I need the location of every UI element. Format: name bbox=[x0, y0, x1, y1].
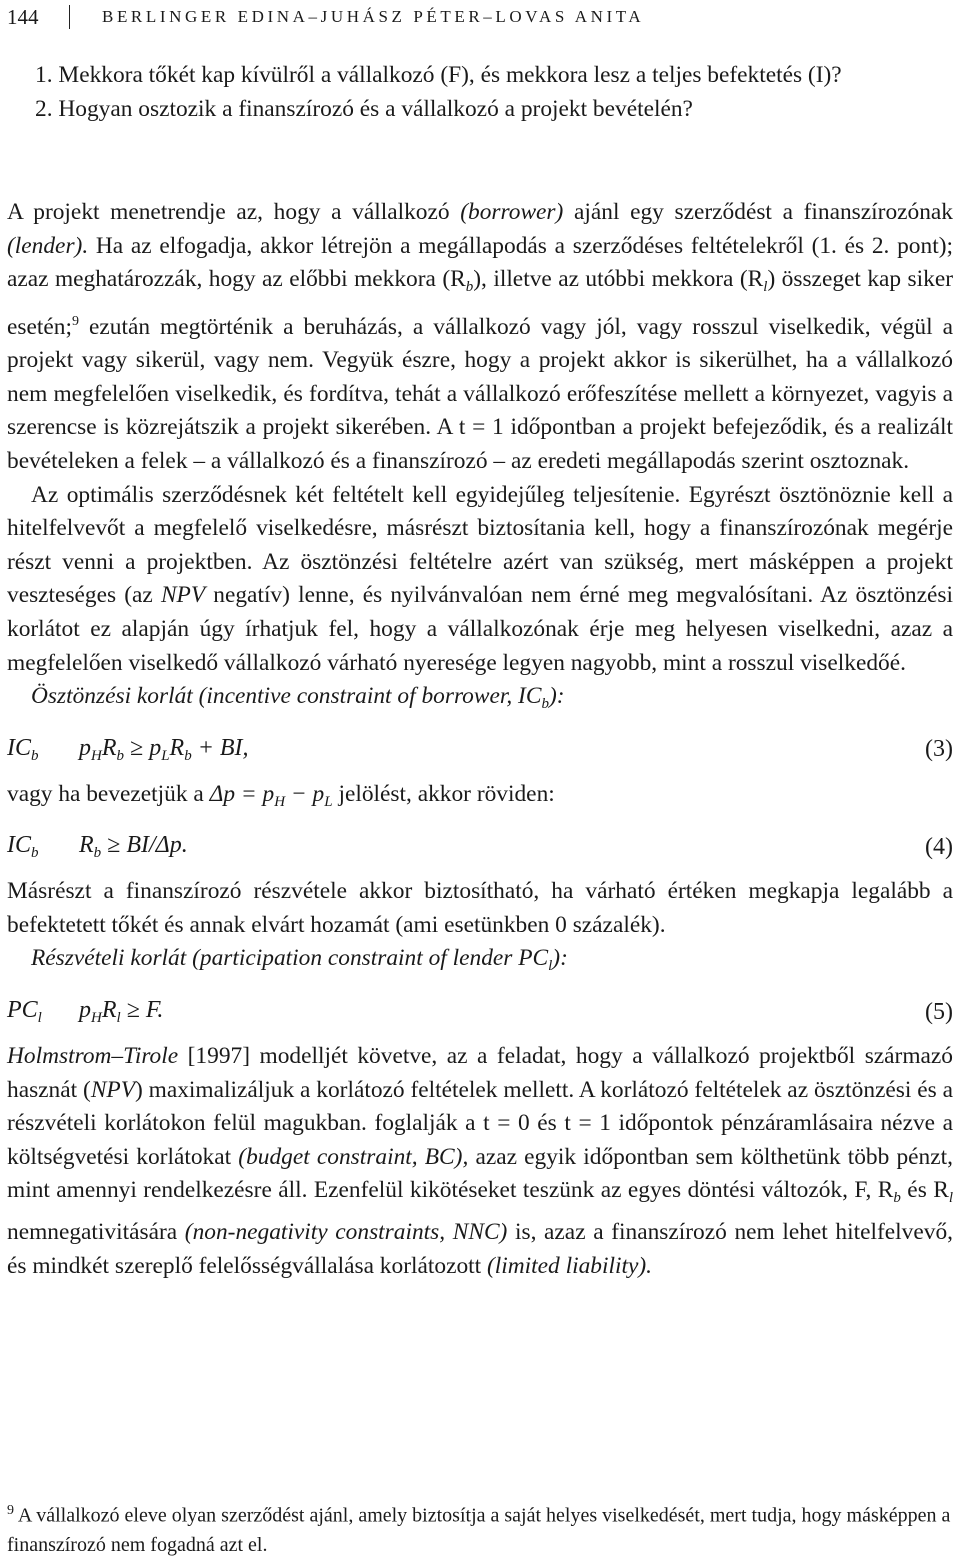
body-text bbox=[7, 196, 953, 1283]
ic-heading: Ösztönzési korlát (incentive constraint of borrower, $IC_b$): bbox=[31, 683, 565, 713]
equation-5 bbox=[7, 984, 953, 1040]
equation-expression: $p_HR_b \ge p_LR_b$ + BI, bbox=[79, 734, 249, 764]
equation-3 bbox=[7, 722, 953, 778]
equation-label: $PC_l$ bbox=[7, 997, 42, 1027]
delta-definition: vagy ha bevezetjük a $\Delta p = p_H - p_L$ jelölést, akkor röviden: bbox=[7, 780, 555, 810]
page-number: 144 bbox=[7, 4, 39, 29]
question-list bbox=[7, 59, 953, 126]
equation-expression: $R_b \ge BI/\Delta p$. bbox=[79, 832, 188, 862]
question-2: 2. Hogyan osztozik a finanszírozó és a vállalkozó a projekt bevételén? bbox=[35, 95, 693, 122]
citation-link[interactable]: Holmstrom–Tirole bbox=[7, 1043, 179, 1070]
running-title: BERLINGER EDINA–JUHÁSZ PÉTER–LOVAS ANITA bbox=[102, 7, 645, 26]
paragraph-3: Másrészt a finanszírozó részvétele akkor biztosítható, ha várható értéken megkapja legalább a befektetett tőkét és annak elvárt hozamát (ami esetünkben 0 százalék). bbox=[7, 878, 953, 938]
paragraph-1: A projekt menetrendje az, hogy a vállalkozó (borrower) ajánl egy szerződést a finanszírozónak (lender). Ha az elfogadja, akkor létrejön a megállapodás a szerződéses feltételekről (1. és 2. pont); azaz meghatározzák, hogy az előbbi mekkora $(R_b)$, illetve az utóbbi mekkora $(R_l)$ összeget kap siker esetén;$^9$ ezután megtörténik a beruházás, a vállalkozó vagy jól, vagy rosszul viselkedik, végül a projekt vagy sikerül, vagy nem. Vegyük észre, hogy a projekt akkor is sikerülhet, ha a vállalkozó nem megfelelően viselkedik, és fordítva, tehát a vállalkozó erőfeszítése mellett a környezet, vagyis a szerencse is közrejátszik a projekt sikerében. A t = 1 időpontban a projekt befejeződik, és a realizált bevételeken a felek – a vállalkozó és a finanszírozó – az eredeti megállapodás szerint osztoznak. bbox=[7, 199, 953, 474]
equation-number: (5) bbox=[925, 998, 953, 1025]
question-1: 1. Mekkora tőkét kap kívülről a vállalkozó (F), és mekkora lesz a teljes befektetés (I)? bbox=[35, 62, 842, 88]
running-header bbox=[7, 4, 953, 30]
header-divider bbox=[69, 5, 70, 29]
equation-expression: $p_HR_l \ge F$. bbox=[79, 997, 164, 1027]
footnote-text: A vállalkozó eleve olyan szerződést ajánl, amely biztosítja a saját helyes viselkedését, mert tudja, hogy másképpen a finanszírozó nem fogadná azt el. bbox=[7, 1504, 951, 1556]
equation-number: (4) bbox=[925, 833, 953, 860]
footnote-mark: 9 bbox=[7, 1503, 14, 1518]
pc-heading: Részvételi korlát (participation constraint of lender $PC_l$): bbox=[31, 945, 568, 975]
paragraph-4: Holmstrom–Tirole [1997] modelljét követve, az a feladat, hogy a vállalkozó projektből származó hasznát (NPV) maximalizáljuk a korlátozó feltételek mellett. A korlátozó feltételek az ösztönzési és a részvételi korlátokon felül magukban. foglalják a t = 0 és t = 1 időpontok pénzáramlásaira nézve a költségvetési korlátokat (budget constraint, BC), azaz egyik időpontban sem költhetünk több pénzt, mint amennyi rendelkezésre áll. Ezenfelül kikötéseket teszünk az egyes döntési változók, F, $R_b$ és $R_l$ nemnegativitására (non-negativity constraints, NNC) is, azaz a finanszírozó nem lehet hitelfelvevő, és mindkét szereplő felelősségvállalása korlátozott (limited liability). bbox=[7, 1043, 953, 1279]
footnote-ref[interactable]: 9 bbox=[71, 313, 79, 329]
paragraph-2: Az optimális szerződésnek két feltételt kell egyidejűleg teljesítenie. Egyrészt ösztönöznie kell a hitelfelvevőt a megfelelő viselkedésre, másrészt biztosítania kell, hogy a finanszírozónak megérje részt venni a projektben. Az ösztönzési feltételre azért van szükség, mert másképpen a projekt veszteséges (az NPV negatív) lenne, és nyilvánvalóan nem érné meg megvalósítani. Az ösztönzési korlátot ez alapján úgy írhatjuk fel, hogy a vállalkozónak érje meg helyesen viselkedni, azaz a megfelelően viselkedő vállalkozó várható nyeresége legyen nagyobb, mint a rosszul viselkedőé. bbox=[7, 481, 953, 676]
equation-label: $IC_b$ bbox=[7, 832, 39, 862]
equation-4 bbox=[7, 819, 953, 875]
equation-number: (3) bbox=[925, 736, 953, 763]
footnote bbox=[7, 1496, 953, 1560]
equation-label: $IC_b$ bbox=[7, 734, 39, 764]
